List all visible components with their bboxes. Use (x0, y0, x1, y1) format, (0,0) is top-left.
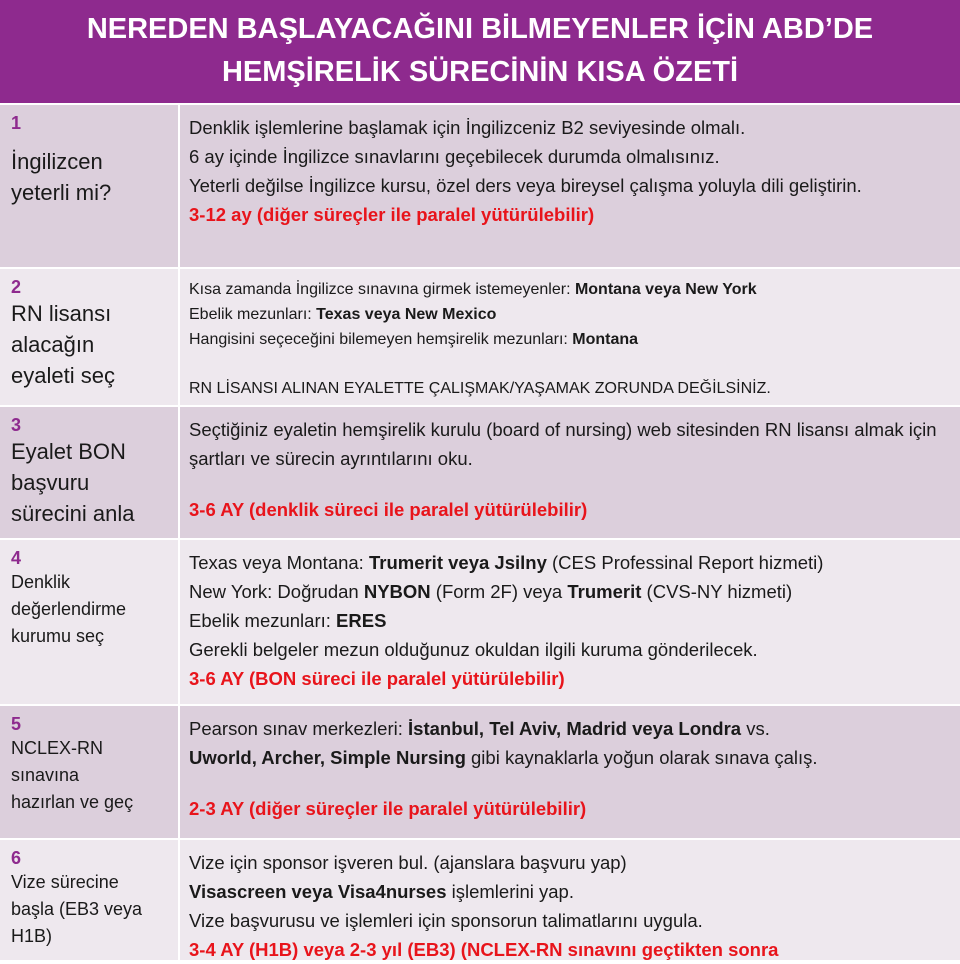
step-label: yeterli mi? (11, 180, 112, 205)
step-label-cell (0, 706, 180, 838)
detail-prefix: Ebelik mezunları: (189, 306, 317, 323)
step-label: sürecini anla (11, 501, 135, 526)
timeline-text: 3-6 AY (BON süreci ile paralel yütürülebilir) (189, 668, 565, 689)
detail-line: Denklik işlemlerine başlamak için İngilizceniz B2 seviyesinde olmalı. (189, 117, 746, 138)
detail-note: RN LİSANSI ALINAN EYALETTE ÇALIŞMAK/YAŞAMAK ZORUNDA DEĞİLSİNİZ. (189, 380, 771, 397)
detail-highlight: Visascreen veya Visa4nurses (189, 881, 447, 902)
detail-highlight: İstanbul, Tel Aviv, Madrid veya Londra (408, 718, 742, 739)
timeline-text: 3-6 AY (denklik süreci ile paralel yütürülebilir) (189, 499, 588, 520)
step-label-cell (0, 407, 180, 538)
step-label: alacağın (11, 332, 95, 357)
step-label: NCLEX-RN (11, 738, 104, 758)
detail-line: Gerekli belgeler mezun olduğunuz okuldan ilgili kuruma gönderilecek. (189, 639, 758, 660)
step-label: Eyalet BON (11, 439, 126, 464)
step-number: 3 (11, 415, 22, 435)
step-number: 1 (11, 113, 22, 133)
step-number: 5 (11, 714, 22, 734)
title-line-2: HEMŞİRELİK SÜRECİNİN KISA ÖZETİ (221, 56, 739, 88)
detail-text: Seçtiğiniz eyaletin hemşirelik kurulu (board of nursing) web sitesinden RN lisansı almak için şartları ve sürecin ayrıntılarını oku. (189, 419, 937, 469)
step-label-cell (0, 269, 180, 405)
step-number: 4 (11, 548, 22, 568)
step-detail-cell (180, 269, 960, 405)
detail-prefix: Texas veya Montana: (189, 552, 369, 573)
detail-line: Vize başvurusu ve işlemleri için sponsorun talimatlarını uygula. (189, 910, 703, 931)
timeline-text: 3-4 AY (H1B) veya 2-3 yıl (EB3) (NCLEX-RN sınavını geçtikten sonra (189, 939, 779, 960)
step-row-6 (0, 838, 960, 960)
detail-prefix: New York: Doğrudan (189, 581, 364, 602)
step-row-3 (0, 405, 960, 538)
step-label: Vize sürecine (11, 872, 119, 892)
step-detail-cell (180, 407, 960, 538)
detail-line (189, 877, 952, 906)
step-label: kurumu seç (11, 626, 105, 646)
detail-line: Yeterli değilse İngilizce kursu, özel ders veya bireysel çalışma yoluyla dili geliştirin. (189, 175, 862, 196)
detail-line (189, 277, 952, 302)
detail-line: Vize için sponsor işveren bul. (ajanslara başvuru yap) (189, 852, 627, 873)
step-row-2 (0, 267, 960, 405)
detail-highlight: NYBON (363, 581, 431, 602)
detail-suffix: (CES Professinal Report hizmeti) (546, 552, 824, 573)
step-label-cell (0, 840, 180, 960)
step-label-cell (0, 540, 180, 704)
step-number: 2 (11, 277, 22, 297)
timeline-text: 2-3 AY (diğer süreçler ile paralel yütürülebilir) (189, 798, 587, 819)
step-detail-cell (180, 105, 960, 267)
detail-highlight: Trumerit veya Jsilny (368, 552, 547, 573)
step-label: Denklik (11, 572, 71, 592)
detail-highlight: Montana veya New York (574, 281, 757, 298)
detail-suffix: (Form 2F) veya (430, 581, 568, 602)
detail-suffix: gibi kaynaklarla yoğun olarak sınava çalış. (465, 747, 818, 768)
step-detail-cell (180, 840, 960, 960)
detail-line (189, 302, 952, 327)
step-label: başla (EB3 veya (11, 899, 143, 919)
detail-suffix: (CVS-NY hizmeti) (641, 581, 793, 602)
step-detail-cell (180, 706, 960, 838)
step-label: eyaleti seç (11, 363, 115, 388)
detail-line (189, 327, 952, 352)
detail-suffix: işlemlerini yap. (446, 881, 574, 902)
detail-highlight: Trumerit (567, 581, 642, 602)
detail-line (189, 577, 952, 606)
step-row-4 (0, 538, 960, 704)
step-label: sınavına (11, 765, 80, 785)
step-number: 6 (11, 848, 22, 868)
step-label: H1B) (11, 926, 53, 946)
step-row-5 (0, 704, 960, 838)
step-label: değerlendirme (11, 599, 127, 619)
detail-line (189, 714, 952, 743)
detail-prefix: Kısa zamanda İngilizce sınavına girmek istemeyenler: (189, 281, 575, 298)
page-title (0, 0, 960, 103)
step-detail-cell (180, 540, 960, 704)
step-row-1 (0, 103, 960, 267)
timeline-text: 3-12 ay (diğer süreçler ile paralel yütürülebilir) (189, 204, 595, 225)
detail-suffix: vs. (741, 718, 770, 739)
step-label: hazırlan ve geç (11, 792, 134, 812)
detail-prefix: Pearson sınav merkezleri: (189, 718, 409, 739)
detail-line (189, 548, 952, 577)
detail-highlight: ERES (336, 610, 387, 631)
step-label: başvuru (11, 470, 90, 495)
detail-highlight: Uworld, Archer, Simple Nursing (189, 747, 466, 768)
detail-highlight: Texas veya New Mexico (316, 306, 497, 323)
detail-line (189, 743, 952, 772)
detail-line (189, 606, 952, 635)
detail-line: 6 ay içinde İngilizce sınavlarını geçebilecek durumda olmalısınız. (189, 146, 720, 167)
detail-prefix: Hangisini seçeceğini bilemeyen hemşirelik mezunları: (189, 331, 573, 348)
step-label: İngilizcen (11, 149, 103, 174)
step-label-cell (0, 105, 180, 267)
step-label: RN lisansı (11, 301, 112, 326)
detail-highlight: Montana (572, 331, 639, 348)
title-line-1: NEREDEN BAŞLAYACAĞINI BİLMEYENLER İÇİN ABD’DE (86, 13, 874, 45)
detail-prefix: Ebelik mezunları: (189, 610, 337, 631)
